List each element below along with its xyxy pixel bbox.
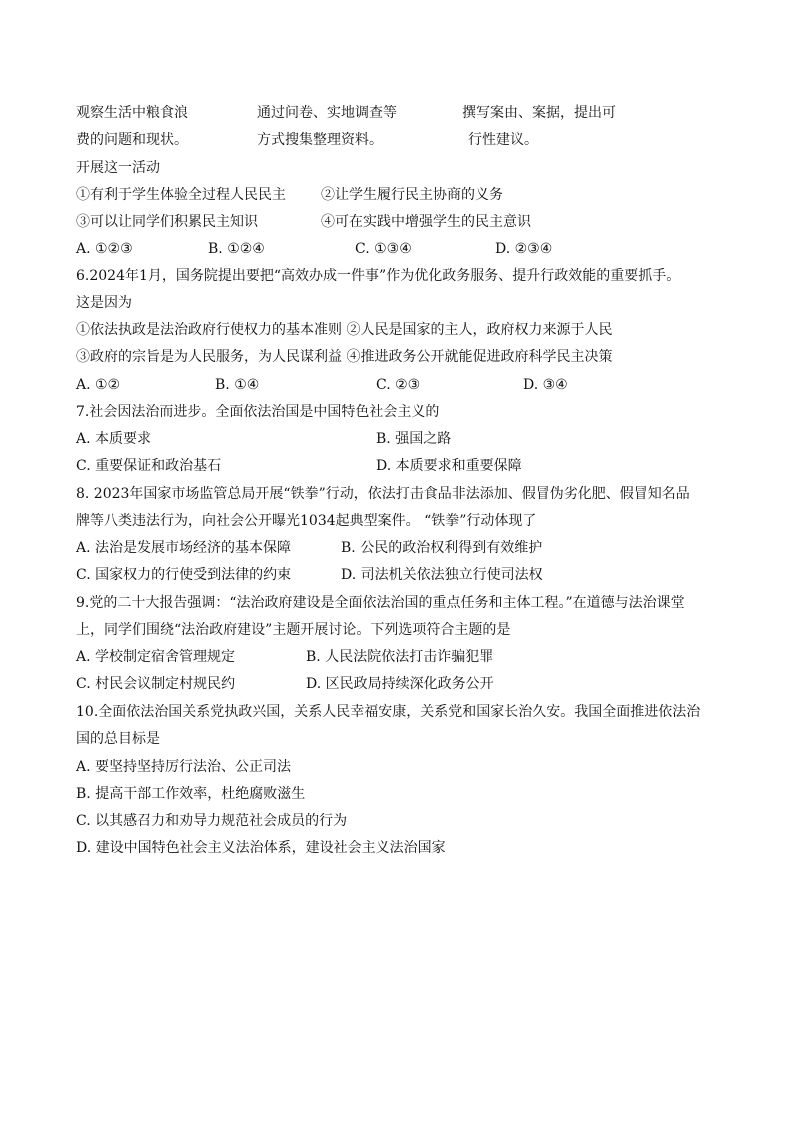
q10-option-a: A. 要坚持坚持厉行法治、公正司法 [76, 759, 292, 775]
intro-option-b: B. ①②④ [208, 241, 265, 257]
q6-option-d: D. ③④ [523, 377, 568, 393]
statement-3: ③可以让同学们积累民主知识 [76, 214, 258, 230]
q7-stem: 7.社会因法治而进步。全面依法治国是中国特色社会主义的 [76, 404, 440, 420]
q9-option-b: B. 人民法院依法打击诈骗犯罪 [306, 649, 494, 665]
intro-prompt: 开展这一活动 [76, 160, 160, 176]
q8-option-c: C. 国家权力的行使受到法律的约束 [76, 567, 292, 583]
q10-stem-line-2: 国的总目标是 [76, 731, 160, 747]
q10-stem-line-1: 10.全面依法治国关系党执政兴国，关系人民幸福安康，关系党和国家长治久安。我国全面推进依法治 [76, 704, 701, 720]
q8-option-a: A. 法治是发展市场经济的基本保障 [76, 540, 292, 556]
q6-stem-line-2: 这是因为 [76, 295, 132, 311]
q6-option-c: C. ②③ [376, 377, 421, 393]
statement-4: ④可在实践中增强学生的民主意识 [321, 214, 531, 230]
q9-stem-line-1: 9.党的二十大报告强调：“法治政府建设是全面依法治国的重点任务和主体工程。”在道德与法治课堂 [76, 595, 685, 611]
intro-option-d: D. ②③④ [495, 241, 553, 257]
step-2-line-1: 通过问卷、实地调查等 [257, 105, 397, 121]
step-3-line-1: 撰写案由、案据，提出可 [462, 105, 616, 121]
q10-option-d: D. 建设中国特色社会主义法治体系，建设社会主义法治国家 [76, 840, 446, 856]
q10-option-c: C. 以其感召力和劝导力规范社会成员的行为 [76, 813, 348, 829]
intro-option-c: C. ①③④ [355, 241, 412, 257]
step-2-line-2: 方式搜集整理资料。 [257, 132, 383, 148]
q7-option-a: A. 本质要求 [76, 431, 152, 447]
q8-option-b: B. 公民的政治权利得到有效维护 [341, 540, 543, 556]
q8-stem-line-1: 8. 2023年国家市场监管总局开展“铁拳”行动，依法打击食品非法添加、假冒伪劣化肥、假冒知名品 [76, 486, 690, 502]
step-1-line-2: 费的问题和现状。 [76, 132, 188, 148]
q10-option-b: B. 提高干部工作效率，杜绝腐败滋生 [76, 786, 306, 802]
q7-option-c: C. 重要保证和政治基石 [76, 458, 222, 474]
q9-option-d: D. 区民政局持续深化政务公开 [306, 676, 494, 692]
intro-option-a: A. ①②③ [76, 241, 133, 257]
q9-stem-line-2: 上，同学们围绕“法治政府建设”主题开展讨论。下列选项符合主题的是 [76, 622, 511, 638]
q6-statements-2: ③政府的宗旨是为人民服务，为人民谋利益 ④推进政务公开就能促进政府科学民主决策 [76, 349, 613, 365]
step-3-line-2: 行性建议。 [468, 132, 538, 148]
q8-stem-line-2: 牌等八类违法行为，向社会公开曝光1034起典型案件。 “铁拳”行动体现了 [76, 513, 537, 529]
q9-option-a: A. 学校制定宿舍管理规定 [76, 649, 236, 665]
statement-1: ①有利于学生体验全过程人民民主 [76, 187, 286, 203]
q6-stem-line-1: 6.2024年1月，国务院提出要把“高效办成一件事”作为优化政务服务、提升行政效能的重要抓手。 [76, 268, 681, 284]
q6-option-a: A. ①② [76, 377, 121, 393]
q8-option-d: D. 司法机关依法独立行使司法权 [341, 567, 543, 583]
q7-option-d: D. 本质要求和重要保障 [376, 458, 522, 474]
statement-2: ②让学生履行民主协商的义务 [321, 187, 503, 203]
q6-option-b: B. ①④ [215, 377, 260, 393]
q6-statements-1: ①依法执政是法治政府行使权力的基本准则 ②人民是国家的主人，政府权力来源于人民 [76, 322, 613, 338]
q9-option-c: C. 村民会议制定村规民约 [76, 676, 236, 692]
q7-option-b: B. 强国之路 [376, 431, 452, 447]
step-1-line-1: 观察生活中粮食浪 [76, 105, 188, 121]
